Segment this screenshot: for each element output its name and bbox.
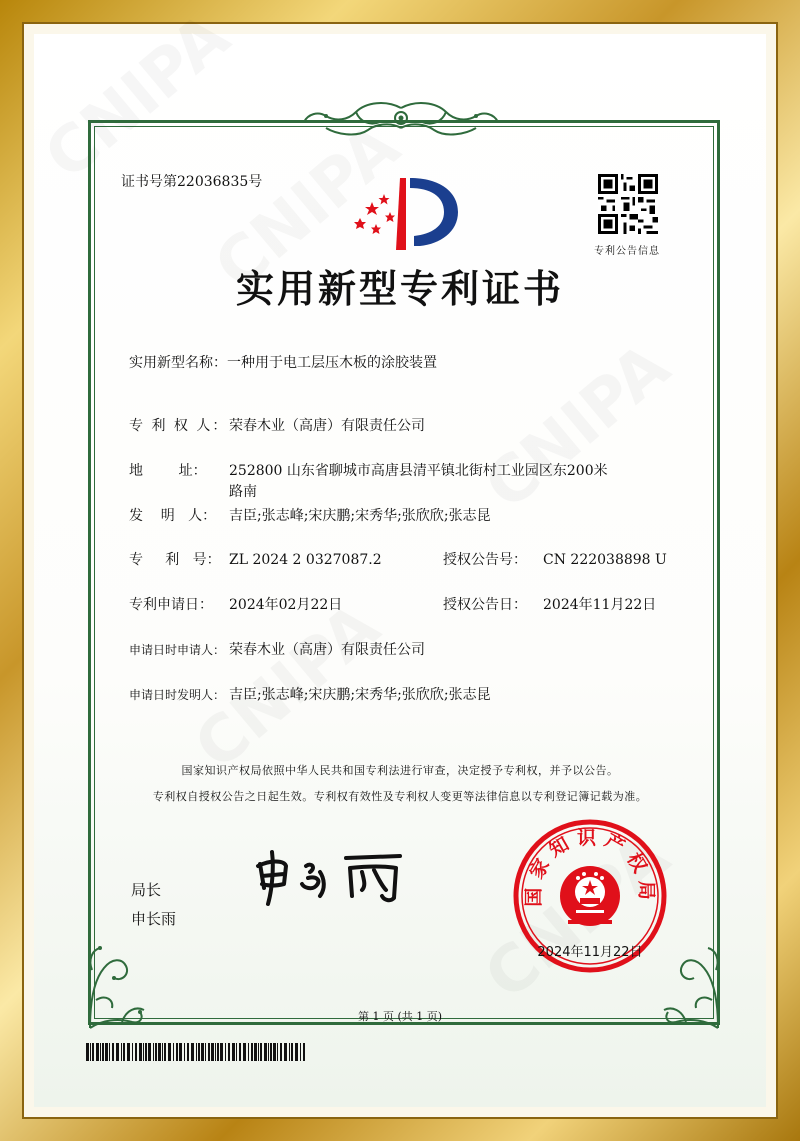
field-label: 专 利 号：: [129, 552, 221, 568]
barcode-bar: [105, 1043, 108, 1061]
barcode-bar: [303, 1043, 305, 1061]
barcode-bar: [123, 1043, 125, 1061]
barcode-bar: [155, 1043, 157, 1061]
barcode-bar: [228, 1043, 230, 1061]
seal-date: 2024年11月22日: [537, 945, 643, 960]
field-patentee: [129, 415, 425, 435]
barcode-bar: [90, 1043, 91, 1061]
barcode-bar: [260, 1043, 262, 1061]
barcode-bar: [196, 1043, 197, 1061]
certificate-number: 证书号第22036835号: [121, 174, 263, 190]
director-name: 申长雨: [131, 910, 177, 928]
field-label: 申请日时申请人：: [129, 643, 226, 657]
field-value: 2024年11月22日: [543, 597, 657, 613]
field-value: 252800 山东省聊城市高唐县清平镇北街村工业园区东200米: [229, 463, 608, 479]
field-label: 地 址：: [129, 463, 207, 479]
barcode-bar: [116, 1043, 119, 1061]
barcode-bar: [153, 1043, 154, 1061]
field-label: 专 利 权 人：: [129, 418, 229, 434]
barcode-bar: [143, 1043, 144, 1061]
field-inventor-at-filing: [129, 684, 491, 704]
official-seal-icon: [510, 816, 670, 976]
barcode-bar: [198, 1043, 200, 1061]
barcode-bar: [145, 1043, 147, 1061]
barcode-bar: [176, 1043, 178, 1061]
barcode-icon: [86, 1043, 308, 1061]
barcode-bar: [205, 1043, 206, 1061]
field-patent-number: [129, 549, 382, 569]
director-title: 局长: [131, 881, 162, 899]
barcode-bar: [251, 1043, 253, 1061]
barcode-bar: [273, 1043, 276, 1061]
qr-label: 专利公告信息: [594, 246, 660, 257]
barcode-bar: [100, 1043, 101, 1061]
field-applicant-at-filing: [129, 639, 425, 659]
certificate-title: 实用新型专利证书: [235, 267, 564, 311]
page-number: 第 1 页 (共 1 页): [357, 1010, 443, 1023]
top-ornament-icon: [296, 98, 506, 140]
barcode-bar: [173, 1043, 174, 1061]
field-label: 授权公告日：: [443, 597, 527, 613]
field-inventors: [129, 505, 491, 525]
barcode-bar: [211, 1043, 214, 1061]
barcode-bar: [268, 1043, 269, 1061]
barcode-bar: [139, 1043, 142, 1061]
barcode-bar: [179, 1043, 182, 1061]
barcode-bar: [280, 1043, 282, 1061]
barcode-bar: [208, 1043, 210, 1061]
barcode-bar: [270, 1043, 272, 1061]
field-value: CN 222038898 U: [543, 552, 667, 568]
barcode-bar: [300, 1043, 301, 1061]
field-address: [129, 460, 608, 480]
field-filing-date: [129, 594, 342, 614]
field-utility-model-name: [129, 352, 437, 372]
barcode-bar: [264, 1043, 267, 1061]
barcode-bar: [121, 1043, 122, 1061]
barcode-bar: [243, 1043, 246, 1061]
barcode-bar: [217, 1043, 219, 1061]
field-label: 授权公告号：: [443, 552, 527, 568]
barcode-bar: [109, 1043, 110, 1061]
field-value: 吉臣;张志峰;宋庆鹏;宋秀华;张欣欣;张志昆: [229, 687, 491, 703]
cnipa-logo-icon: [350, 172, 462, 254]
field-address-line2: 路南: [229, 484, 257, 500]
field-value: ZL 2024 2 0327087.2: [229, 552, 382, 568]
director-signature-icon: [250, 848, 420, 908]
field-value: 吉臣;张志峰;宋庆鹏;宋秀华;张欣欣;张志昆: [229, 508, 491, 524]
barcode-bar: [295, 1043, 298, 1061]
barcode-bar: [220, 1043, 223, 1061]
field-value: 荣春木业（高唐）有限责任公司: [229, 642, 425, 658]
seal-text: 国家知识产权局: [522, 827, 658, 907]
barcode-bar: [96, 1043, 99, 1061]
field-label: 申请日时发明人：: [129, 688, 226, 702]
field-announcement-date: [443, 594, 656, 614]
barcode-bar: [132, 1043, 133, 1061]
barcode-bar: [291, 1043, 293, 1061]
barcode-bar: [254, 1043, 257, 1061]
barcode-bar: [239, 1043, 241, 1061]
barcode-bar: [236, 1043, 237, 1061]
field-value: 荣春木业（高唐）有限责任公司: [229, 418, 425, 434]
barcode-bar: [127, 1043, 130, 1061]
field-label: 发 明 人：: [129, 508, 217, 524]
barcode-bar: [289, 1043, 290, 1061]
field-value: 一种用于电工层压木板的涂胶装置: [227, 355, 437, 371]
field-value: 2024年02月22日: [229, 597, 343, 613]
notice-line-1: 国家知识产权局依照中华人民共和国专利法进行审查，决定授予专利权，并予以公告。: [181, 764, 619, 777]
barcode-bar: [187, 1043, 189, 1061]
barcode-bar: [232, 1043, 235, 1061]
barcode-bar: [277, 1043, 278, 1061]
barcode-bar: [86, 1043, 89, 1061]
barcode-bar: [148, 1043, 151, 1061]
barcode-bar: [92, 1043, 94, 1061]
barcode-bar: [164, 1043, 166, 1061]
barcode-bar: [168, 1043, 171, 1061]
barcode-bar: [158, 1043, 161, 1061]
barcode-bar: [184, 1043, 185, 1061]
barcode-bar: [191, 1043, 194, 1061]
barcode-bar: [284, 1043, 287, 1061]
qr-code-icon[interactable]: [598, 174, 658, 234]
field-label: 实用新型名称：: [129, 355, 227, 371]
barcode-bar: [102, 1043, 104, 1061]
barcode-bar: [248, 1043, 249, 1061]
barcode-bar: [215, 1043, 216, 1061]
barcode-bar: [135, 1043, 137, 1061]
barcode-bar: [112, 1043, 114, 1061]
barcode-bar: [201, 1043, 204, 1061]
barcode-bar: [162, 1043, 163, 1061]
field-announcement-number: [443, 549, 667, 569]
barcode-bar: [258, 1043, 259, 1061]
field-label: 专利申请日：: [129, 597, 213, 613]
notice-line-2: 专利权自授权公告之日起生效。专利权有效性及专利权人变更等法律信息以专利登记簿记载为准。: [152, 790, 648, 803]
barcode-bar: [225, 1043, 226, 1061]
